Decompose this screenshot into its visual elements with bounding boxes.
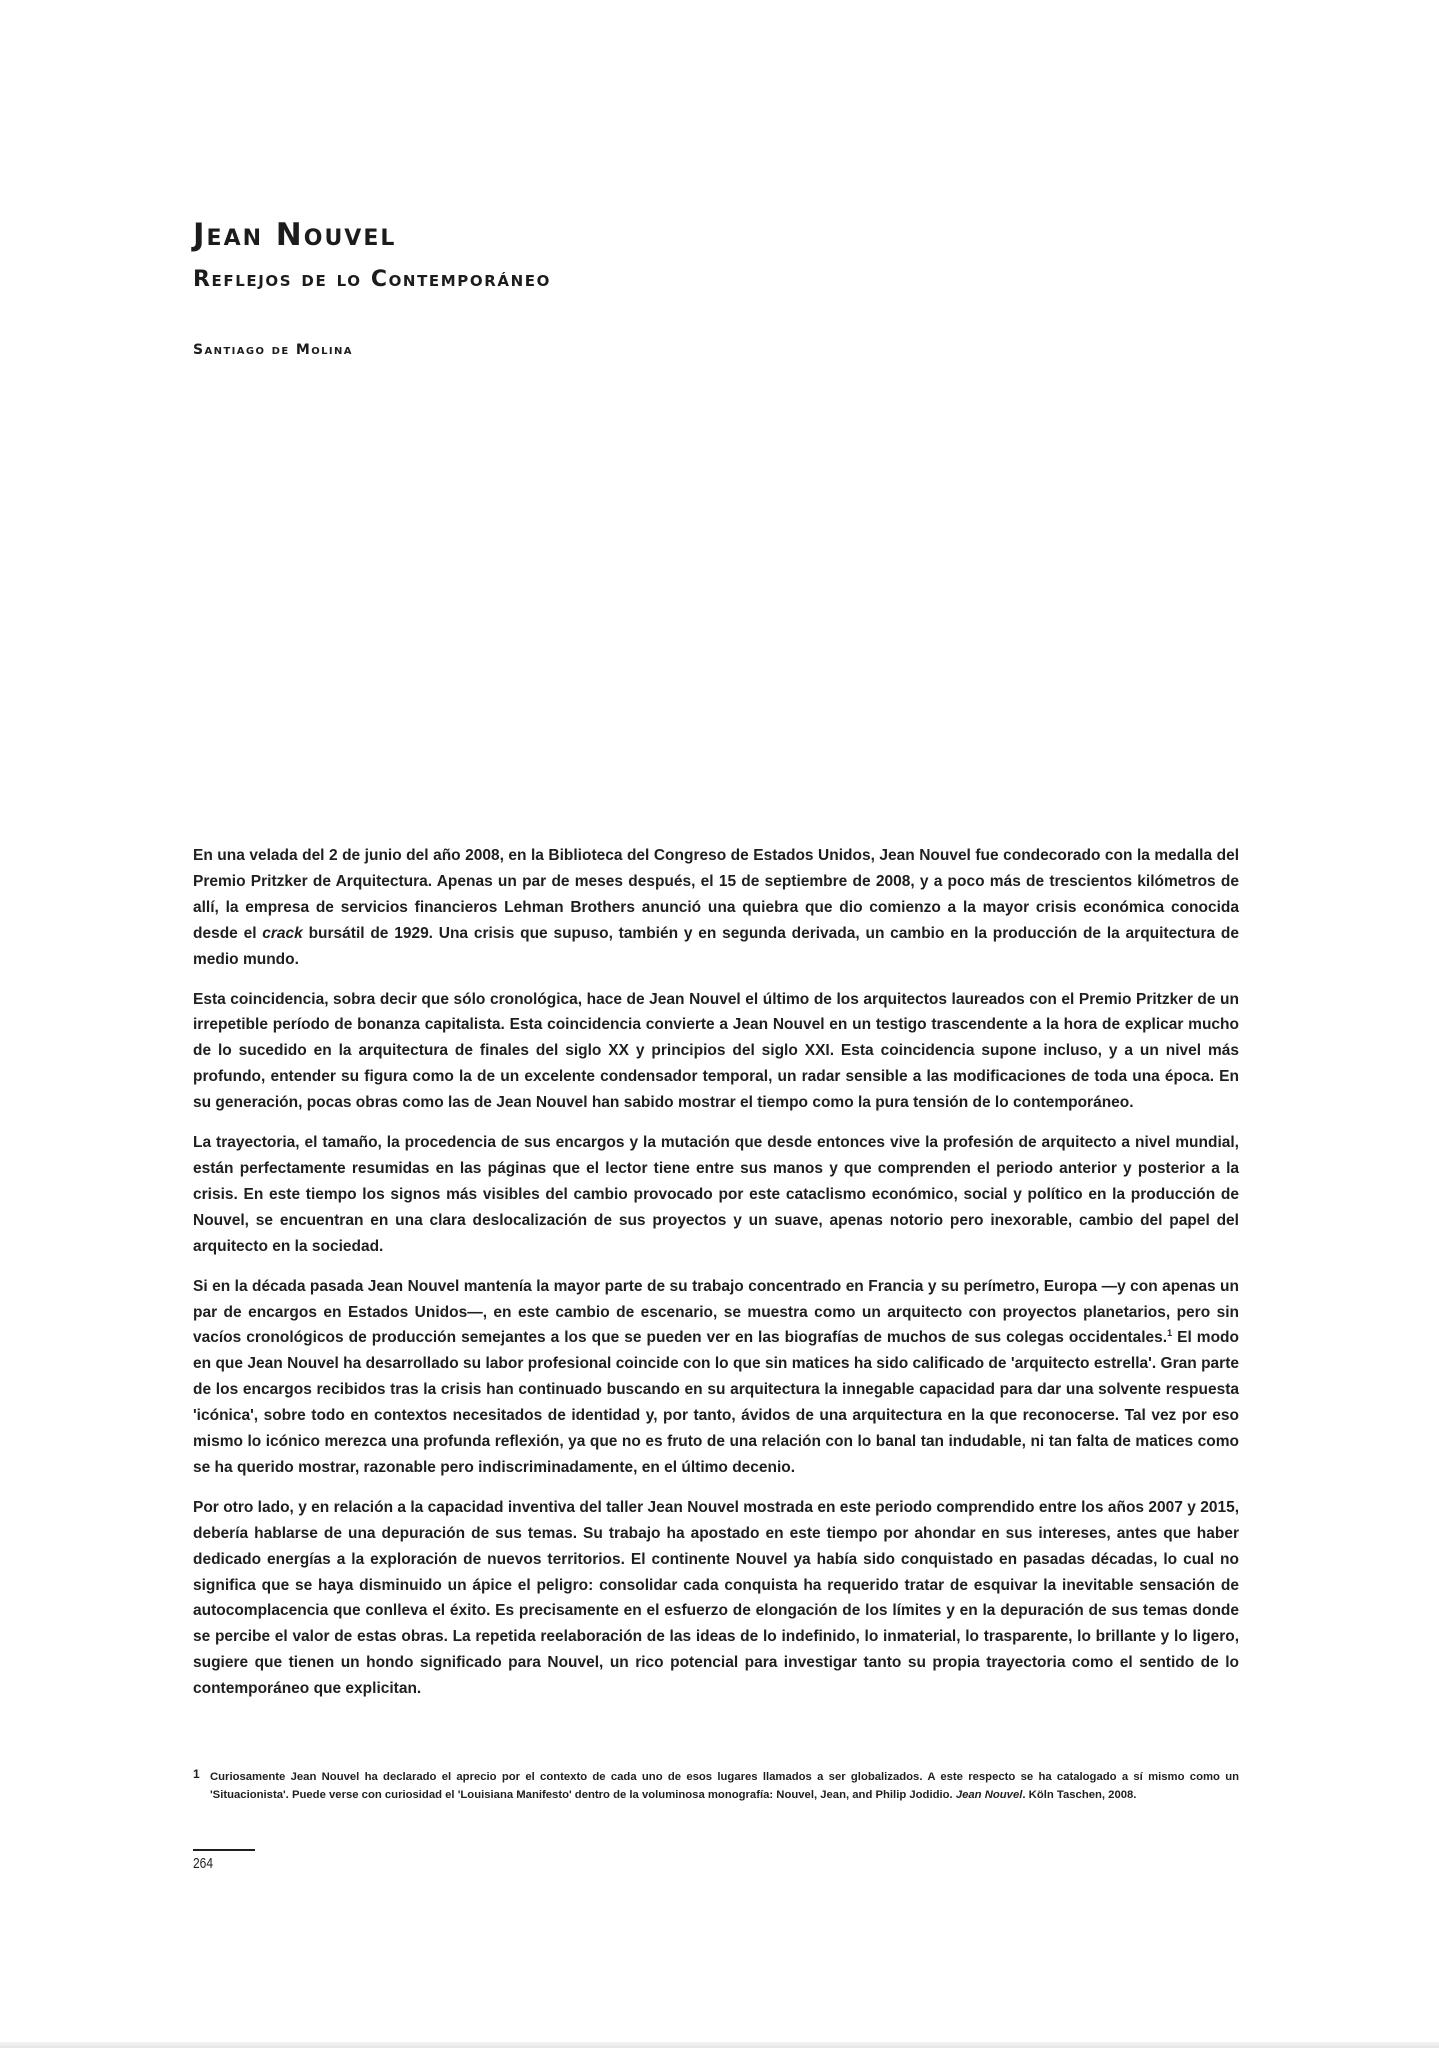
- footnote-text-b: . Köln Taschen, 2008.: [1022, 1789, 1137, 1801]
- emphasis-crack: crack: [262, 924, 303, 942]
- article-subtitle: Reflejos de lo Contemporáneo: [193, 267, 551, 292]
- footnote-text-a: Curiosamente Jean Nouvel ha declarado el aprecio por el contexto de cada uno de esos lugares llamados a ser globalizados. A este respecto se ha catalogado a sí mismo como un 'Situacionista'. Puede verse con curiosidad el 'Louisiana Manifesto' dentro de la voluminosa monografía: Nouvel, Jean, and Philip Jodidio.: [210, 1771, 1239, 1801]
- paragraph-5: Por otro lado, y en relación a la capacidad inventiva del taller Jean Nouvel mostrada en este periodo comprendido entre los años 2007 y 2015, debería hablarse de una depuración de sus temas. Su trabajo ha apostado en este tiempo por ahondar en sus intereses, antes que haber dedicado energías a la exploración de nuevos territorios. El continente Nouvel ya había sido conquistado en pasadas décadas, lo cual no significa que se haya disminuido un ápice el peligro: consolidar cada conquista ha requerido tratar de esquivar la inevitable sensación de autocomplacencia que conlleva el éxito. Es precisamente en el esfuerzo de elongación de los límites y en la depuración de sus temas donde se percibe el valor de estas obras. La repetida reelaboración de las ideas de lo indefinido, lo inmaterial, lo trasparente, lo brillante y lo ligero, sugiere que tienen un hondo significado para Nouvel, un rico potencial para investigar tanto su propia trayectoria como el sentido de lo contemporáneo que explicitan.: [193, 1498, 1239, 1698]
- paragraph-1-text-a: En una velada del 2 de junio del año 2008, en la Biblioteca del Congreso de Estados Unidos, Jean Nouvel fue condecorado con la medalla del Premio Pritzker de Arquitectura. Apenas un par de meses después, el 15 de septiembre de 2008, y a poco más de trescientos kilómetros de allí, la empresa de servicios financieros Lehman Brothers anunció una quiebra que dio comienzo a la mayor crisis económica conocida desde el: [193, 847, 1239, 942]
- paragraph-2: Esta coincidencia, sobra decir que sólo cronológica, hace de Jean Nouvel el último de los arquitectos laureados con el Premio Pritzker de un irrepetible período de bonanza capitalista. Esta coincidencia convierte a Jean Nouvel en un testigo trascendente a la hora de explicar mucho de lo sucedido en la arquitectura de finales del siglo XX y principios del siglo XXI. Esta coincidencia supone incluso, y a un nivel más profundo, entender su figura como la de un excelente condensador temporal, un radar sensible a las modificaciones de toda una época. En su generación, pocas obras como las de Jean Nouvel han sabido mostrar el tiempo como la pura tensión de lo contemporáneo.: [193, 990, 1239, 1112]
- page-number-rule: [193, 1849, 255, 1851]
- paragraph-1-text-b: bursátil de 1929. Una crisis que supuso, también y en segunda derivada, un cambio en la producción de la arquitectura de medio mundo.: [193, 924, 1239, 968]
- article-title: Jean Nouvel: [193, 217, 397, 253]
- footnote-emphasis: Jean Nouvel: [955, 1789, 1023, 1801]
- paragraph-1: [193, 843, 1239, 973]
- footnote-reference[interactable]: 1: [1167, 1328, 1173, 1339]
- author-name: Santiago de Molina: [193, 342, 353, 358]
- paragraph-4: [193, 1274, 1239, 1481]
- paragraph-3: La trayectoria, el tamaño, la procedencia de sus encargos y la mutación que desde entonces vive la profesión de arquitecto a nivel mundial, están perfectamente resumidas en las páginas que el lector tiene entre sus manos y que comprenden el periodo anterior y posterior a la crisis. En este tiempo los signos más visibles del cambio provocado por este cataclismo económico, social y político en la producción de Nouvel, se encuentran en una clara deslocalización de sus proyectos y un suave, apenas notorio pero inexorable, cambio del papel del arquitecto en la sociedad.: [193, 1134, 1239, 1255]
- footnote: [193, 1768, 1239, 1804]
- page-bottom-edge: [0, 2042, 1439, 2048]
- paragraph-4-text-a: Si en la década pasada Jean Nouvel mantenía la mayor parte de su trabajo concentrado en Francia y su perímetro, Europa —y con apenas un par de encargos en Estados Unidos—, en este cambio de escenario, se muestra como un arquitecto con proyectos planetarios, pero sin vacíos cronológicos de producción semejantes a los que se pueden ver en las biografías de muchos de sus colegas occidentales.: [193, 1277, 1239, 1347]
- page-number: 264: [193, 1855, 214, 1872]
- footnote-mark: 1: [193, 1767, 200, 1781]
- article-body: [193, 843, 1239, 1716]
- paragraph-4-text-b: El modo en que Jean Nouvel ha desarrollado su labor profesional coincide con lo que sin matices ha sido calificado de 'arquitecto estrella'. Gran parte de los encargos recibidos tras la crisis han continuado buscando en su arquitectura la innegable capacidad para dar una solvente respuesta 'icónica', sobre todo en contextos necesitados de identidad y, por tanto, ávidos de una arquitectura en la que reconocerse. Tal vez por eso mismo lo icónico merezca una profunda reflexión, ya que no es fruto de una relación con lo banal tan indudable, ni tan falta de matices como se ha querido mostrar, razonable pero indiscriminadamente, en el último decenio.: [193, 1329, 1239, 1476]
